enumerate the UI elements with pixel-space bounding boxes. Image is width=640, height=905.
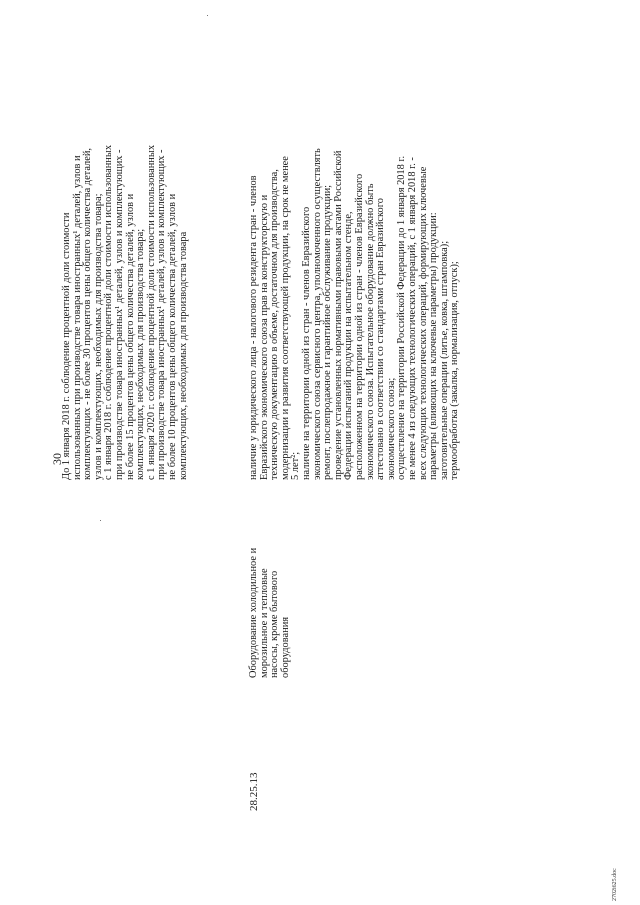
- text-line: комплектующих, необходимых для производства товара: [177, 231, 189, 480]
- text-line: проведение установленных нормативными правовыми актами Российской: [332, 150, 344, 480]
- text-block-top: [62, 145, 189, 480]
- text-line: Евразийского экономического союза прав на конструкторскую и: [258, 194, 270, 480]
- text-line: экономического союза. Испытательное оборудование должно быть: [364, 183, 376, 480]
- text-line: использованных при производстве товара иностранных¹ деталей, узлов и: [71, 155, 83, 480]
- text-line: параметры (влияющих на ключевые параметры) продукции:: [428, 212, 440, 480]
- text-line: с 1 января 2020 г. соблюдение процентной доли стоимости использованных: [145, 144, 157, 480]
- text-line: не менее 4 из следующих технологических операций, с 1 января 2018 г. -: [406, 157, 418, 480]
- text-line: заготовительные операции (литье, ковка, штамповка);: [438, 240, 450, 480]
- text-line: при производстве товара иностранных¹ деталей, узлов и комплектующих -: [156, 149, 168, 480]
- text-line: Федерации испытаний продукции на испытательном стенде,: [343, 211, 355, 480]
- page-number: 30: [50, 453, 64, 465]
- text-line: комплектующих - не более 30 процентов цены общего количества деталей,: [82, 147, 94, 480]
- text-line: с 1 января 2018 г. соблюдение процентной доли стоимости использованных: [103, 144, 115, 480]
- text-line: насосы, кроме бытового: [269, 570, 281, 678]
- text-line: не более 10 процентов цены общего количества деталей, узлов и: [166, 193, 178, 480]
- file-footer: 2702i625.doc: [612, 868, 618, 901]
- text-line: наличие у юридического лица - налогового резидента стран - членов: [248, 175, 259, 480]
- text-line: ремонт, послепродажное и гарантийное обслуживание продукции;: [322, 184, 334, 480]
- text-line: при производстве товара иностранных¹ деталей, узлов и комплектующих -: [113, 149, 125, 480]
- scan-speck: [100, 520, 101, 521]
- text-line: аттестовано в соответствии со стандартами стран Евразийского: [375, 198, 387, 480]
- text-line: термообработка (закалка, нормализация, отпуск);: [449, 261, 461, 480]
- text-line: техническую документацию в объеме, достаточном для производства,: [269, 169, 281, 480]
- requirements-block: [249, 148, 461, 480]
- text-line: 5 лет²;: [290, 451, 302, 480]
- scan-speck: [207, 15, 208, 16]
- product-code: 28.25.13: [248, 772, 260, 811]
- text-line: всех следующих технологических операций, формирующих ключевые: [417, 166, 429, 480]
- text-line: Оборудование холодильное и: [248, 547, 259, 678]
- text-line: узлов и комплектующих, необходимых для производства товара;: [92, 193, 104, 480]
- text-line: наличие на территории одной из стран - членов Евразийского: [300, 206, 312, 480]
- product-name: [249, 548, 291, 678]
- text-line: не более 15 процентов цены общего количества деталей, узлов и: [124, 193, 136, 480]
- text-line: До 1 января 2018 г. соблюдение процентной доли стоимости: [61, 212, 72, 480]
- text-line: экономического союза сервисного центра, уполномоченного осуществлять: [311, 148, 323, 480]
- text-line: модернизации и развития соответствующей продукции, на срок не менее: [279, 156, 291, 480]
- text-line: экономического союза;: [385, 377, 397, 480]
- text-line: морозильное и тепловые: [258, 568, 270, 678]
- text-line: оборудования: [279, 616, 291, 678]
- text-line: комплектующих, необходимых для производства товара;: [135, 228, 147, 480]
- text-line: расположенном на территории одной из стран - членов Евразийского: [353, 173, 365, 480]
- text-line: осуществление на территории Российской Федерации до 1 января 2018 г.: [396, 155, 408, 480]
